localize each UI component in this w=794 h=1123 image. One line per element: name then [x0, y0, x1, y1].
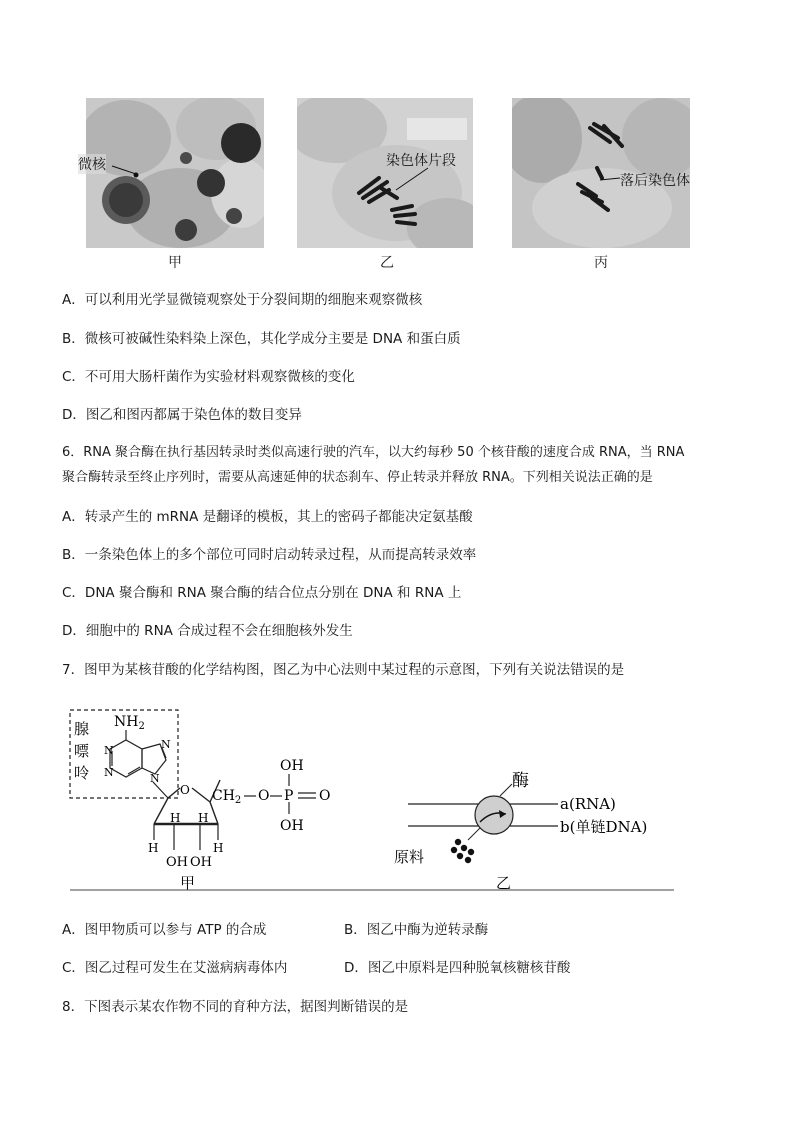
- svg-text:OH: OH: [280, 758, 304, 774]
- svg-text:O: O: [258, 788, 270, 804]
- q7-option-b: B．图乙中酶为逆转录酶: [344, 922, 489, 938]
- figure-yi-caption: 乙: [496, 874, 512, 892]
- adenine-char-1: 腺: [74, 720, 90, 738]
- q6-option-a: A．转录产生的 mRNA 是翻译的模板，其上的密码子都能决定氨基酸: [62, 509, 473, 525]
- q6-option-b: B．一条染色体上的多个部位可同时启动转录过程，从而提高转录效率: [62, 547, 477, 563]
- q6-option-d: D．细胞中的 RNA 合成过程不会在细胞核外发生: [62, 623, 353, 639]
- q5-option-a: A．可以利用光学显微镜观察处于分裂间期的细胞来观察微核: [62, 292, 423, 308]
- oh-left: OH: [166, 855, 188, 870]
- panel-caption-bing: 丙: [594, 255, 608, 271]
- enzyme-label: 酶: [512, 771, 529, 791]
- chromosome-fragment-pointer: [392, 166, 432, 196]
- svg-text:N: N: [161, 738, 171, 751]
- raw-material-particles: [451, 839, 474, 863]
- adenine-char-3: 呤: [74, 764, 90, 782]
- micronucleus-label: 微核: [78, 154, 106, 174]
- q7-option-d: D．图乙中原料是四种脱氧核糖核苷酸: [344, 960, 571, 976]
- svg-text:N: N: [150, 772, 160, 785]
- lagging-chromosome-label: 落后染色体: [620, 173, 690, 189]
- figure-jia-caption: 甲: [180, 874, 196, 892]
- micrograph-yi: [297, 98, 473, 248]
- svg-text:N: N: [104, 744, 114, 757]
- svg-text:O: O: [180, 783, 190, 797]
- strand-b-label: b(单链DNA): [560, 818, 648, 836]
- q7-option-c: C．图乙过程可发生在艾滋病病毒体内: [62, 960, 288, 976]
- svg-text:H: H: [213, 841, 224, 855]
- raw-material-label: 原料: [394, 848, 425, 866]
- q7-stem: 7．图甲为某核苷酸的化学结构图，图乙为中心法则中某过程的示意图，下列有关说法错误的是: [62, 662, 625, 678]
- q5-option-d: D．图乙和图丙都属于染色体的数目变异: [62, 407, 302, 423]
- q6-stem-line1: 6．RNA 聚合酶在执行基因转录时类似高速行驶的汽车，以大约每秒 50 个核苷酸的速度合成 RNA，当 RNA: [62, 445, 685, 460]
- q6-option-c: C．DNA 聚合酶和 RNA 聚合酶的结合位点分别在 DNA 和 RNA 上: [62, 585, 462, 601]
- oh-right: OH: [190, 855, 212, 870]
- panel-caption-yi: 乙: [380, 255, 394, 271]
- phosphorus-label: P: [284, 788, 294, 804]
- q7-option-a: A．图甲物质可以参与 ATP 的合成: [62, 922, 267, 938]
- micronucleus-pointer: [110, 160, 140, 180]
- ch2-label: $CH_2$: [212, 788, 242, 806]
- svg-text:OH: OH: [280, 818, 304, 834]
- strand-a-label: a(RNA): [560, 795, 616, 813]
- lagging-chromosome-pointer: [598, 172, 622, 186]
- panel-caption-jia: 甲: [168, 255, 182, 271]
- svg-text:H: H: [148, 841, 159, 855]
- svg-text:H: H: [170, 811, 181, 825]
- svg-text:H: H: [198, 811, 209, 825]
- q7-figure: [62, 702, 677, 896]
- q6-stem-line2: 聚合酶转录至终止序列时，需要从高速延伸的状态刹车、停止转录并释放 RNA。下列相关说法正确的是: [62, 470, 653, 485]
- adenine-char-2: 嘌: [74, 742, 90, 760]
- q8-stem: 8．下图表示某农作物不同的育种方法，据图判断错误的是: [62, 999, 409, 1015]
- nh2-label: $NH_2$: [114, 714, 145, 732]
- q5-option-b: B．微核可被碱性染料染上深色，其化学成分主要是 DNA 和蛋白质: [62, 331, 461, 347]
- svg-text:O: O: [319, 788, 331, 804]
- q5-option-c: C．不可用大肠杆菌作为实验材料观察微核的变化: [62, 369, 355, 385]
- chromosome-fragment-label: 染色体片段: [386, 153, 456, 169]
- svg-text:N: N: [104, 766, 114, 779]
